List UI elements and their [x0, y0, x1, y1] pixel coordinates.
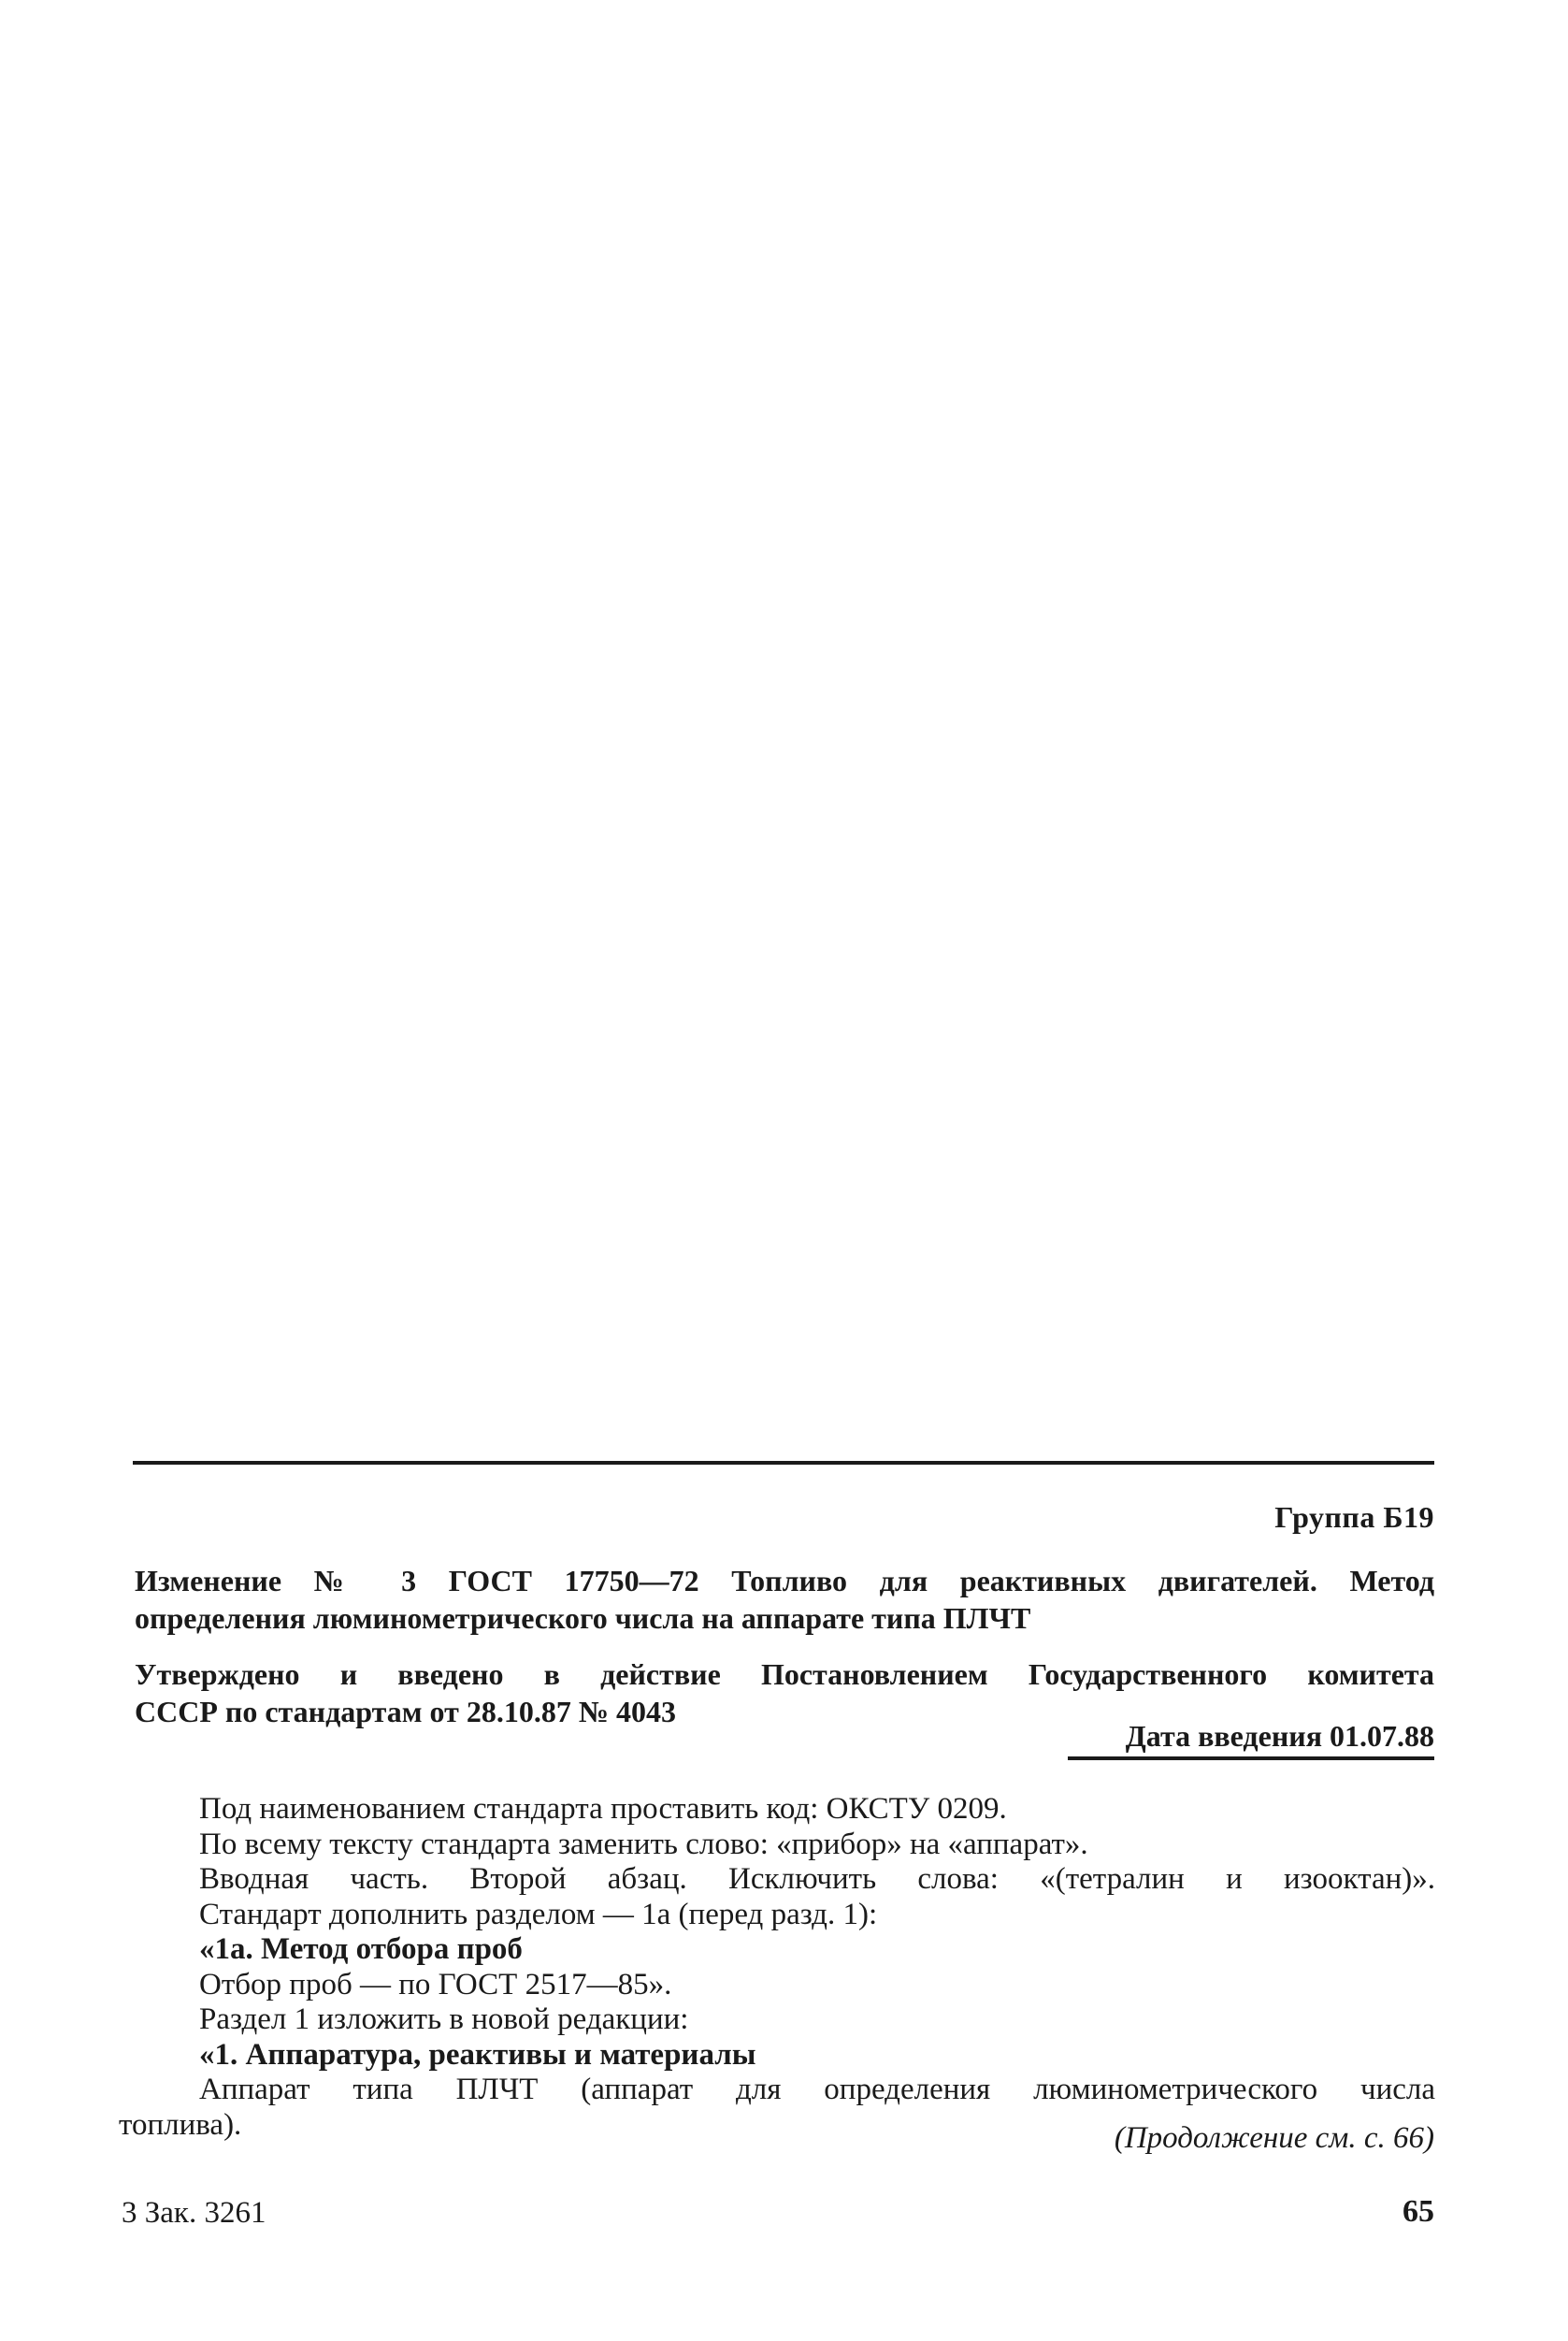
paragraph-sampling: Отбор проб — по ГОСТ 2517—85». — [199, 1967, 672, 2001]
effective-date-rule — [1068, 1756, 1434, 1760]
effective-date-block — [1068, 1717, 1434, 1760]
approval-line-2: СССР по стандартам от 28.10.87 № 4043 — [135, 1695, 676, 1728]
paragraph-apparatus-line-2: топлива). — [119, 2107, 242, 2142]
paragraph-add-section: Стандарт дополнить разделом — 1а (перед разд. 1): — [199, 1897, 878, 1931]
change-title-line-2: определения люминометрического числа на аппарате типа ПЛЧТ — [135, 1601, 1031, 1635]
change-title — [135, 1562, 1434, 1637]
paragraph-section-1-new: Раздел 1 изложить в новой редакции: — [199, 2002, 689, 2036]
order-number: 3 Зак. 3261 — [122, 2196, 266, 2230]
group-label: Группа Б19 — [1274, 1500, 1434, 1534]
paragraph-replace-word: По всему тексту стандарта заменить слово: «прибор» на «аппарат». — [199, 1827, 1088, 1861]
section-heading-sampling: «1а. Метод отбора проб — [199, 1932, 523, 1966]
body-text — [119, 1792, 1435, 2143]
top-rule — [133, 1461, 1434, 1465]
paragraph-apparatus-line-1: Аппарат типа ПЛЧТ (аппарат для определения люминометрического числа — [199, 2073, 1435, 2106]
change-title-line-1: Изменение № 3 ГОСТ 17750—72 Топливо для реактивных двигателей. Метод — [135, 1564, 1434, 1597]
paragraph-intro-exclude: Вводная часть. Второй абзац. Исключить слова: «(тетралин и изооктан)». — [199, 1862, 1435, 1896]
paragraph-okstu-code: Под наименованием стандарта проставить код: ОКСТУ 0209. — [199, 1792, 1007, 1826]
approval-line-1: Утверждено и введено в действие Постановлением Государственного комитета — [135, 1657, 1434, 1691]
effective-date: Дата введения 01.07.88 — [1125, 1719, 1434, 1753]
continuation-note: (Продолжение см. с. 66) — [1114, 2121, 1434, 2155]
section-heading-apparatus: «1. Аппаратура, реактивы и материалы — [199, 2037, 756, 2072]
page-number: 65 — [1403, 2194, 1434, 2229]
